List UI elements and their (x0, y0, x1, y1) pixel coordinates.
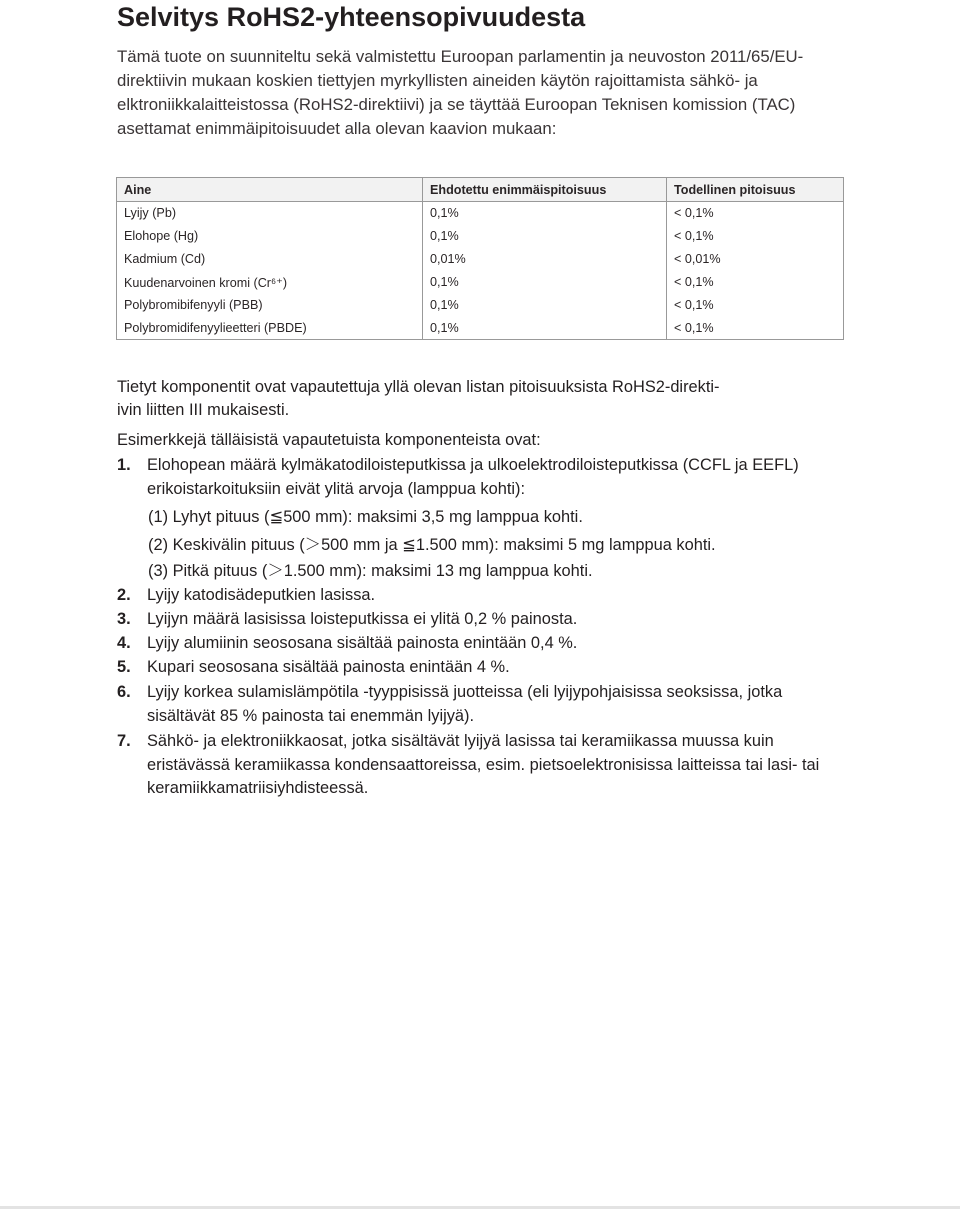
list-item-text: Elohopean määrä kylmäkatodiloisteputkissa ja ulkoelektrodiloisteputkissa (CCFL ja EEFL) erikoistarkoituksiin eivät ylitä arvoja (lamppua kohti): (147, 456, 799, 498)
cell-substance: Polybromibifenyyli (PBB) (117, 294, 423, 317)
cell-proposed-max: 0,1% (423, 225, 667, 248)
cell-substance: Lyijy (Pb) (117, 202, 423, 225)
list-item-number: 2. (117, 586, 131, 604)
sub-list-item: (3) Pitkä pituus (＞1.500 mm): maksimi 13 mg lamppua kohti. (148, 562, 593, 580)
table-row (117, 294, 844, 317)
table-row (117, 317, 844, 340)
list-item (117, 454, 837, 501)
list-item-text: Sähkö- ja elektroniikkaosat, jotka sisältävät lyijyä lasissa tai keramiikassa muussa kuin eristävässä keramiikassa kondensaattoreissa, esim. pietsoelektronisissa laitteissa tai lasi- tai keramiikkamatriisiyhdisteessä. (147, 732, 820, 797)
cell-actual: < 0,1% (667, 317, 844, 340)
table-header-row (117, 178, 844, 202)
examples-intro: Esimerkkejä tälläisistä vapautetuista komponenteista ovat: (117, 431, 541, 449)
table-row (117, 202, 844, 225)
list-item-text: Lyijy alumiinin seososana sisältää painosta enintään 0,4 %. (147, 634, 578, 652)
table-row (117, 248, 844, 271)
list-item-text: Lyijy korkea sulamislämpötila -tyyppisissä juotteissa (eli lyijypohjaisissa seoksissa, jotka sisältävät 85 % painosta tai enemmän lyijyä). (147, 683, 783, 725)
cell-substance: Elohope (Hg) (117, 225, 423, 248)
intro-paragraph: Tämä tuote on suunniteltu sekä valmistettu Euroopan parlamentin ja neuvoston 2011/65/EU-direktiivin mukaan koskien tiettyjen myrkyllisten aineiden käytön rajoittamista sähkö- ja elktroniikkalaitteistossa (RoHS2-direktiivi) ja se täyttää Euroopan Teknisen komission (TAC) asettamat enimmäipitoisuudet alla olevan kaavion mukaan: (117, 47, 804, 138)
list-item-number: 6. (117, 683, 131, 701)
list-item (117, 632, 837, 656)
table-row (117, 271, 844, 294)
list-item-number: 3. (117, 610, 131, 628)
cell-actual: < 0,1% (667, 202, 844, 225)
cell-substance: Polybromidifenyylieetteri (PBDE) (117, 317, 423, 340)
list-item-number: 1. (117, 456, 131, 474)
table-row (117, 225, 844, 248)
page-title: Selvitys RoHS2-yhteensopivuudesta (117, 2, 586, 32)
cell-proposed-max: 0,01% (423, 248, 667, 271)
header-substance: Aine (117, 178, 423, 202)
cell-actual: < 0,1% (667, 294, 844, 317)
cell-actual: < 0,1% (667, 225, 844, 248)
list-item-text: Kupari seososana sisältää painosta enintään 4 %. (147, 658, 510, 676)
list-item (117, 608, 837, 632)
cell-proposed-max: 0,1% (423, 202, 667, 225)
exemption-note-line-2: ivin liitten III mukaisesti. (117, 401, 290, 419)
list-item-number: 5. (117, 658, 131, 676)
list-item-text: Lyijy katodisädeputkien lasissa. (147, 586, 376, 604)
cell-proposed-max: 0,1% (423, 317, 667, 340)
header-proposed-max: Ehdotettu enimmäispitoisuus (423, 178, 667, 202)
cell-substance: Kuudenarvoinen kromi (Cr⁶⁺) (117, 271, 423, 294)
cell-proposed-max: 0,1% (423, 271, 667, 294)
list-item (117, 584, 837, 608)
substance-table (116, 177, 844, 340)
list-item (117, 656, 837, 680)
list-item-number: 7. (117, 732, 131, 750)
list-item (117, 730, 837, 801)
list-item-number: 4. (117, 634, 131, 652)
exemption-note-line-1: Tietyt komponentit ovat vapautettuja yllä olevan listan pitoisuuksista RoHS2-direkti- (117, 378, 720, 396)
cell-actual: < 0,1% (667, 271, 844, 294)
list-item (117, 681, 837, 728)
list-item-text: Lyijyn määrä lasisissa loisteputkissa ei ylitä 0,2 % painosta. (147, 610, 578, 628)
cell-substance: Kadmium (Cd) (117, 248, 423, 271)
cell-actual: < 0,01% (667, 248, 844, 271)
header-actual: Todellinen pitoisuus (667, 178, 844, 202)
sub-list-item: (1) Lyhyt pituus (≦500 mm): maksimi 3,5 mg lamppua kohti. (148, 508, 583, 526)
cell-proposed-max: 0,1% (423, 294, 667, 317)
sub-list-item: (2) Keskivälin pituus (＞500 mm ja ≦1.500 mm): maksimi 5 mg lamppua kohti. (148, 536, 716, 554)
